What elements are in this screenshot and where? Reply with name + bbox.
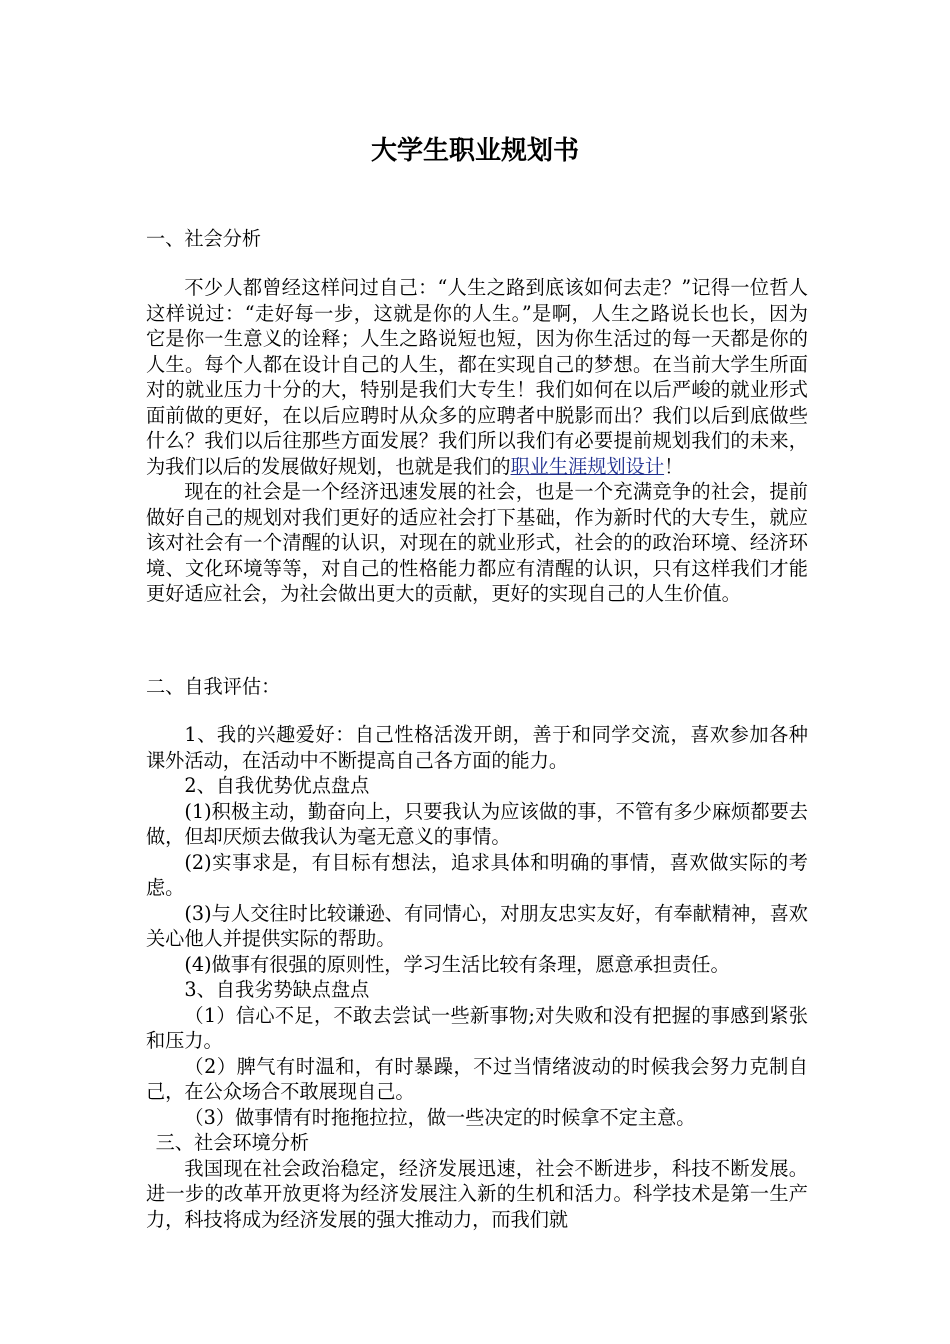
strength-item-3: (3)与人交往时比较谦逊、有同情心，对朋友忠实友好，有奉献精神，喜欢关心他人并提供实际的帮助。 — [146, 901, 808, 950]
strength-item-4: (4)做事有很强的原则性，学习生活比较有条理，愿意承担责任。 — [184, 952, 730, 976]
paragraph-society-development: 现在的社会是一个经济迅速发展的社会，也是一个充满竞争的社会，提前做好自己的规划对我们更好的适应社会打下基础，作为新时代的大专生，就应该对社会有一个清醒的认识，对现在的就业形式，社会的的政治环境、经济环境、文化环境等等，对自己的性格能力都应有清醒的认识，只有这样我们才能更好适应社会，为社会做出更大的贡献，更好的实现自己的人生价值。 — [146, 480, 808, 605]
paragraph-life-path-end: ！ — [664, 454, 684, 478]
career-planning-link[interactable]: 职业生涯规划设计 — [510, 454, 665, 478]
document-title: 大学生职业规划书 — [370, 136, 579, 166]
section-2-heading-block — [146, 674, 808, 700]
weakness-item-1: （1）信心不足，不敢去尝试一些新事物;对失败和没有把握的事感到紧张和压力。 — [146, 1003, 808, 1052]
paragraph-social-environment: 我国现在社会政治稳定，经济发展迅速，社会不断进步，科技不断发展。进一步的改革开放更将为经济发展注入新的生机和活力。科学技术是第一生产力，科技将成为经济发展的强大推动力，而我们就 — [146, 1156, 808, 1231]
weakness-item-3: （3）做事情有时拖拖拉拉，做一些决定的时候拿不定主意。 — [184, 1105, 696, 1129]
section-heading-social-environment: 三、社会环境分析 — [155, 1131, 310, 1154]
paragraph-life-path-text: 不少人都曾经这样问过自己：“人生之路到底该如何去走？”记得一位哲人这样说过：“走好每一步，这就是你的人生。”是啊，人生之路说长也长，因为它是你一生意义的诠释；人生之路说短也短，因为你生活过的每一天都是你的人生。每个人都在设计自己的人生，都在实现自己的梦想。在当前大学生所面对的就业压力十分的大，特别是我们大专生！我们如何在以后严峻的就业形式面前做的更好，在以后应聘时从众多的应聘者中脱影而出？我们以后到底做些什么？我们以后往那些方面发展？我们所以我们有必要提前规划我们的未来，为我们以后的发展做好规划，也就是我们的 — [146, 276, 808, 478]
weakness-item-2: （2）脾气有时温和，有时暴躁，不过当情绪波动的时候我会努力克制自己，在公众场合不敢展现自己。 — [146, 1054, 808, 1103]
item-interests: 1、我的兴趣爱好：自己性格活泼开朗，善于和同学交流，喜欢参加各种课外活动，在活动中不断提高自己各方面的能力。 — [146, 723, 808, 772]
strength-item-1: (1)积极主动，勤奋向上，只要我认为应该做的事，不管有多少麻烦都要去做，但却厌烦去做我认为毫无意义的事情。 — [146, 799, 808, 848]
strength-item-2: (2)实事求是，有目标有想法，追求具体和明确的事情，喜欢做实际的考虑。 — [146, 850, 808, 899]
item-weaknesses-heading: 3、自我劣势缺点盘点 — [184, 978, 370, 1001]
section-2-body — [146, 722, 808, 1232]
section-heading-social-analysis: 一、社会分析 — [146, 227, 262, 250]
paragraph-life-path — [146, 275, 808, 479]
item-strengths-heading: 2、自我优势优点盘点 — [184, 774, 370, 797]
section-1-body — [146, 275, 808, 607]
section-1-heading-block — [146, 226, 808, 252]
section-heading-self-assessment: 二、自我评估： — [146, 675, 281, 698]
